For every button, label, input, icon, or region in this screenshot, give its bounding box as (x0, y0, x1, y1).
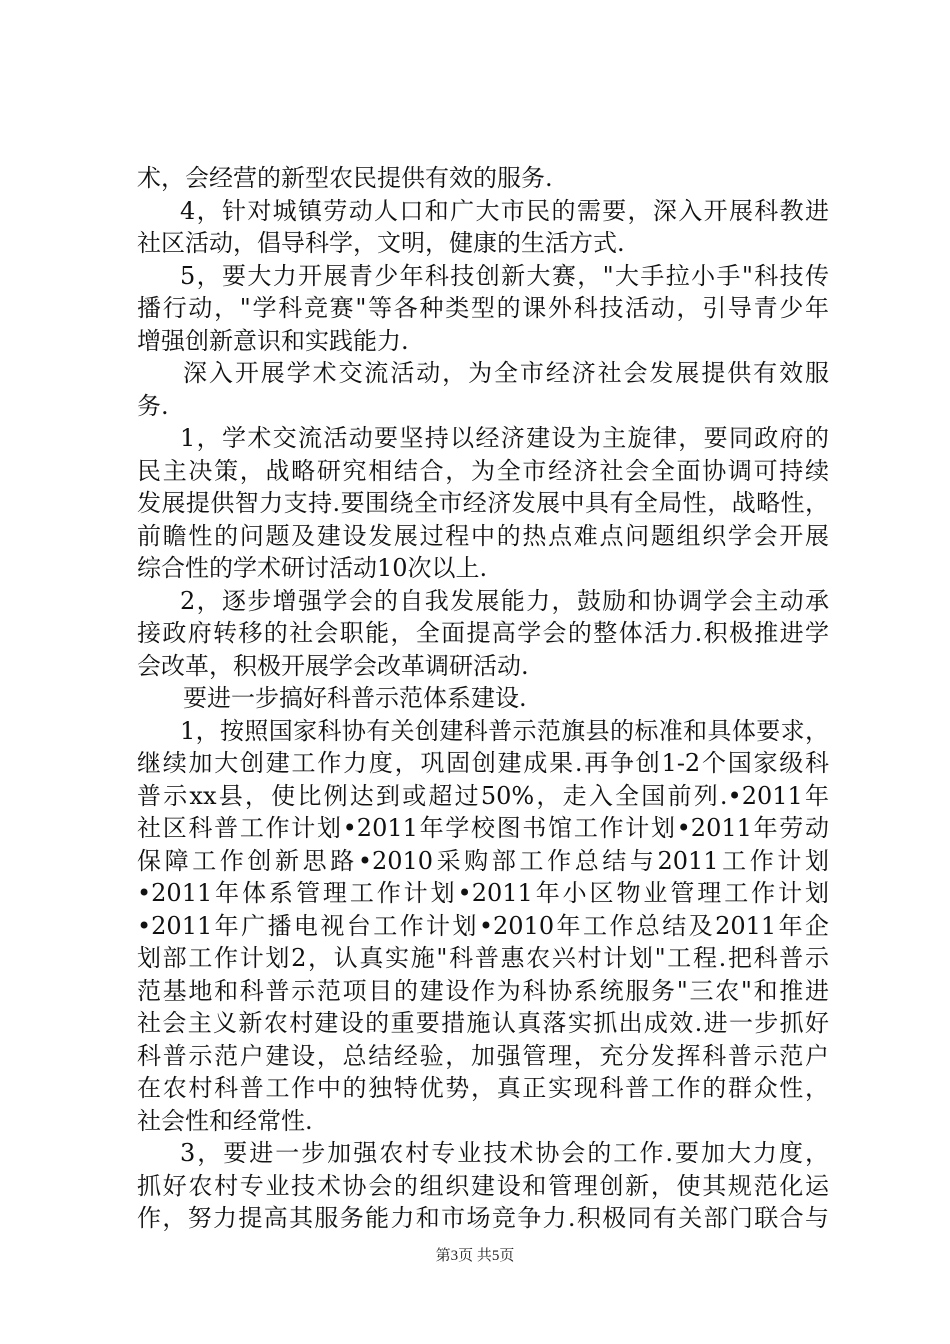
text-line: 1，按照国家科协有关创建科普示范旗县的标准和具体要求， (180, 716, 829, 745)
page-number: 第3页 共5页 (435, 1248, 515, 1264)
text-line: 划部工作计划2，认真实施"科普惠农兴村计划"工程.把科普示 (137, 944, 829, 972)
text-line: 2，逐步增强学会的自我发展能力，鼓励和协调学会主动承 (180, 586, 829, 615)
document-body (137, 162, 829, 1235)
text-line: 作，努力提高其服务能力和市场竞争力.积极同有关部门联合与 (137, 1204, 829, 1232)
text-line: 5，要大力开展青少年科技创新大赛，"大手拉小手"科技传 (180, 261, 829, 290)
text-line: 综合性的学术研讨活动10次以上. (137, 554, 488, 582)
text-line: 在农村科普工作中的独特优势，真正实现科普工作的群众性， (137, 1074, 829, 1102)
text-line: 社区活动，倡导科学，文明，健康的生活方式. (137, 229, 625, 257)
text-line: 普示xx县，使比例达到或超过50%，走入全国前列.•2011年 (137, 781, 829, 810)
text-line: 增强创新意识和实践能力. (137, 326, 409, 355)
text-line: 1，学术交流活动要坚持以经济建设为主旋律，要同政府的 (180, 424, 829, 452)
text-line: 社会性和经常性. (137, 1106, 313, 1135)
text-line: 会改革，积极开展学会改革调研活动. (137, 651, 529, 680)
text-line: 科普示范户建设，总结经验，加强管理，充分发挥科普示范户 (137, 1041, 829, 1070)
text-line: 播行动，"学科竞赛"等各种类型的课外科技活动，引导青少年 (137, 294, 829, 322)
section-heading: 要进一步搞好科普示范体系建设. (183, 684, 527, 712)
text-line: 保障工作创新思路•2010采购部工作总结与2011工作计划 (137, 846, 829, 875)
text-line: 发展提供智力支持.要围绕全市经济发展中具有全局性，战略性， (137, 489, 829, 517)
text-line: •2011年广播电视台工作计划•2010年工作总结及2011年企 (137, 911, 829, 940)
text-line: 术，会经营的新型农民提供有效的服务. (137, 164, 553, 192)
text-line: •2011年体系管理工作计划•2011年小区物业管理工作计划 (137, 879, 829, 907)
text-line: 4，针对城镇劳动人口和广大市民的需要，深入开展科教进 (180, 196, 829, 225)
section-heading-continued: 务. (137, 391, 169, 420)
text-line: 社会主义新农村建设的重要措施认真落实抓出成效.进一步抓好 (137, 1009, 829, 1037)
text-line: 民主决策，战略研究相结合，为全市经济社会全面协调可持续 (137, 456, 829, 485)
text-line: 社区科普工作计划•2011年学校图书馆工作计划•2011年劳动 (137, 814, 829, 842)
text-line: 继续加大创建工作力度，巩固创建成果.再争创1-2个国家级科 (137, 749, 829, 777)
text-line: 前瞻性的问题及建设发展过程中的热点难点问题组织学会开展 (137, 521, 829, 550)
section-heading: 深入开展学术交流活动，为全市经济社会发展提供有效服 (183, 359, 829, 387)
text-line: 抓好农村专业技术协会的组织建设和管理创新，使其规范化运 (137, 1171, 829, 1200)
text-line: 接政府转移的社会职能，全面提高学会的整体活力.积极推进学 (137, 619, 829, 647)
text-line: 范基地和科普示范项目的建设作为科协系统服务"三农"和推进 (137, 976, 829, 1005)
text-line: 3，要进一步加强农村专业技术协会的工作.要加大力度， (180, 1139, 829, 1167)
